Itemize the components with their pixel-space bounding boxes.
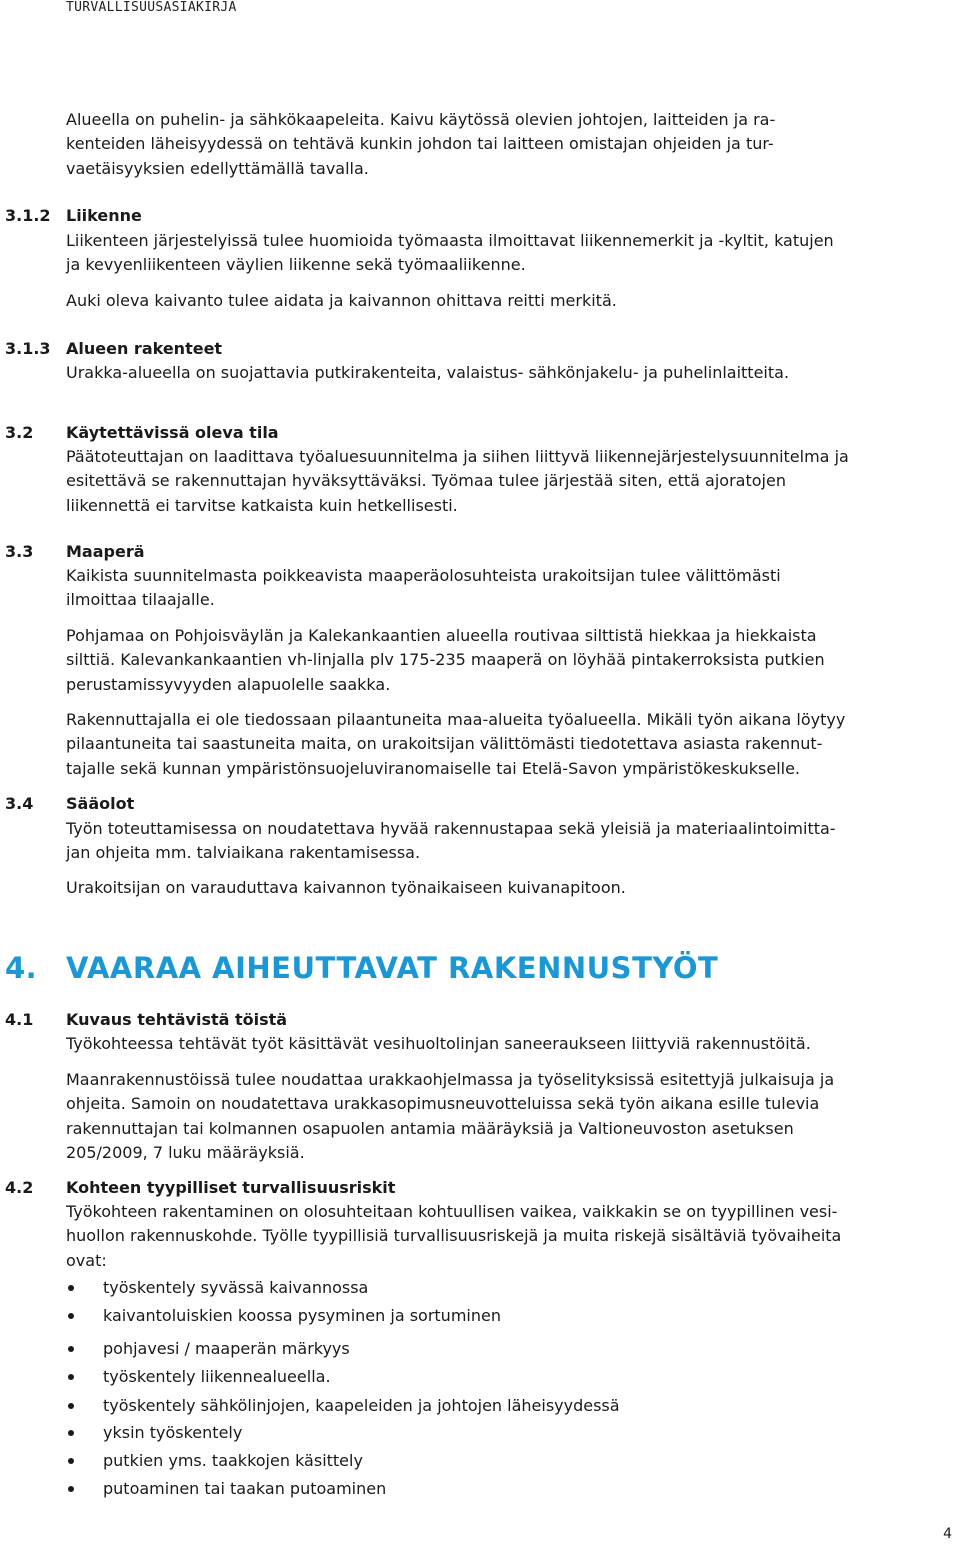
chapter-number: 4.: [5, 951, 38, 985]
running-header: TURVALLISUUSASIAKIRJA: [66, 0, 237, 15]
text-line: ohjeita. Samoin on noudatettava urakkasopimusneuvotteluissa sekä työn aikana esille tulevia: [66, 1094, 820, 1114]
section-number: 3.3: [5, 542, 34, 561]
text-line: liikennettä ei tarvitse katkaista kuin hetkellisesti.: [66, 495, 458, 515]
section-number: 3.1.2: [5, 206, 51, 225]
text-line: tajalle sekä kunnan ympäristönsuojeluviranomaiselle tai Etelä-Savon ympäristökeskukselle.: [66, 758, 801, 778]
text-line: Rakennuttajalla ei ole tiedossaan pilaantuneita maa-alueita työalueella. Mikäli työn aikana löytyy: [66, 710, 846, 729]
paragraph: Työkohteessa tehtävät työt käsittävät vesihuoltolinjan saneeraukseen liittyviä rakennustöitä.: [66, 1034, 811, 1053]
text-line: Alueella on puhelin- ja sähkökaapeleita. Kaivu käytössä olevien johtojen, laitteiden ja ra-: [66, 110, 776, 129]
text-line: silttiä. Kalevankankaantien vh-linjalla plv 175-235 maaperä on löyhää pintakerroksista putkien: [66, 650, 825, 670]
paragraph: [66, 564, 952, 613]
text-line: perustamissyvyyden alapuolelle saakka.: [66, 674, 391, 694]
text-line: esitettävä se rakennuttajan hyväksyttäväksi. Työmaa tulee järjestää siten, että ajoratojen: [66, 471, 786, 491]
intro-paragraph: [66, 108, 952, 181]
bullet-icon: [68, 1430, 74, 1436]
section-number: 3.1.3: [5, 339, 51, 358]
text-line: pilaantuneita tai saastuneita maita, on urakoitsijan välittömästi tiedotettava asiasta rakennut-: [66, 734, 823, 754]
text-line: Maanrakennustöissä tulee noudattaa urakkaohjelmassa ja työselityksissä esitettyjä julkaisuja ja: [66, 1070, 835, 1089]
bullet-icon: [68, 1374, 74, 1380]
text-line: Päätoteuttajan on laadittava työaluesuunnitelma ja siihen liittyvä liikennejärjestelysuunnitelma ja: [66, 447, 849, 466]
chapter-title: VAARAA AIHEUTTAVAT RAKENNUSTYÖT: [66, 951, 719, 985]
section-number: 4.2: [5, 1178, 34, 1197]
text-line: kenteiden läheisyydessä on tehtävä kunkin johdon tai laitteen omistajan ohjeiden ja tur-: [66, 134, 774, 154]
paragraph: [66, 817, 952, 866]
section-title: Liikenne: [66, 206, 142, 225]
text-line: jan ohjeita mm. talviaikana rakentamisessa.: [66, 843, 421, 863]
section-title: Sääolot: [66, 794, 135, 813]
section-title: Alueen rakenteet: [66, 339, 223, 358]
section-number: 3.2: [5, 423, 34, 442]
text-line: Kaikista suunnitelmasta poikkeavista maaperäolosuhteista urakoitsijan tulee välittömästi: [66, 566, 781, 585]
bullet-icon: [68, 1403, 74, 1409]
text-line: vaetäisyyksien edellyttämällä tavalla.: [66, 158, 369, 178]
section-number: 4.1: [5, 1010, 34, 1029]
paragraph: [66, 445, 952, 518]
bullet-icon: [68, 1313, 74, 1319]
text-line: huollon rakennuskohde. Työlle tyypillisiä turvallisuusriskejä ja muita riskejä sisältäviä työvaiheita: [66, 1226, 842, 1246]
paragraph: [66, 1200, 952, 1273]
section-title: Kuvaus tehtävistä töistä: [66, 1010, 288, 1029]
text-line: rakennuttajan tai kolmannen osapuolen antamia määräyksiä ja Valtioneuvoston asetuksen: [66, 1118, 794, 1138]
bullet-icon: [68, 1486, 74, 1492]
paragraph: [66, 624, 952, 697]
text-line: Työn toteuttamisessa on noudatettava hyvää rakennustapaa sekä yleisiä ja materiaalintoimitta-: [66, 819, 836, 838]
text-line: 205/2009, 7 luku määräyksiä.: [66, 1142, 305, 1162]
text-line: Liikenteen järjestelyissä tulee huomioida työmaasta ilmoittavat liikennemerkit ja -kyltit, katujen: [66, 231, 834, 250]
section-title: Maaperä: [66, 542, 145, 561]
bullet-icon: [68, 1458, 74, 1464]
text-line: ilmoittaa tilaajalle.: [66, 590, 215, 610]
section-title: Kohteen tyypilliset turvallisuusriskit: [66, 1178, 396, 1197]
paragraph: Auki oleva kaivanto tulee aidata ja kaivannon ohittava reitti merkitä.: [66, 291, 617, 310]
bullet-icon: [68, 1285, 74, 1291]
bullet-icon: [68, 1346, 74, 1352]
text-line: ja kevyenliikenteen väylien liikenne sekä työmaaliikenne.: [66, 255, 526, 275]
text-line: Pohjamaa on Pohjoisväylän ja Kalekankaantien alueella routivaa silttistä hiekkaa ja hiekkaista: [66, 626, 817, 645]
text-line: Työkohteen rakentaminen on olosuhteitaan kohtuullisen vaikea, vaikkakin se on tyypillinen vesi-: [66, 1202, 838, 1221]
paragraph: [66, 708, 952, 781]
section-number: 3.4: [5, 794, 34, 813]
paragraph: Urakka-alueella on suojattavia putkirakenteita, valaistus- sähkönjakelu- ja puhelinlaitteita.: [66, 363, 790, 382]
text-line: ovat:: [66, 1250, 107, 1270]
section-title: Käytettävissä oleva tila: [66, 423, 279, 442]
paragraph: [66, 1068, 952, 1165]
page-number: 4: [943, 1526, 952, 1542]
paragraph: [66, 229, 952, 278]
paragraph: Urakoitsijan on varauduttava kaivannon työnaikaiseen kuivanapitoon.: [66, 878, 626, 897]
